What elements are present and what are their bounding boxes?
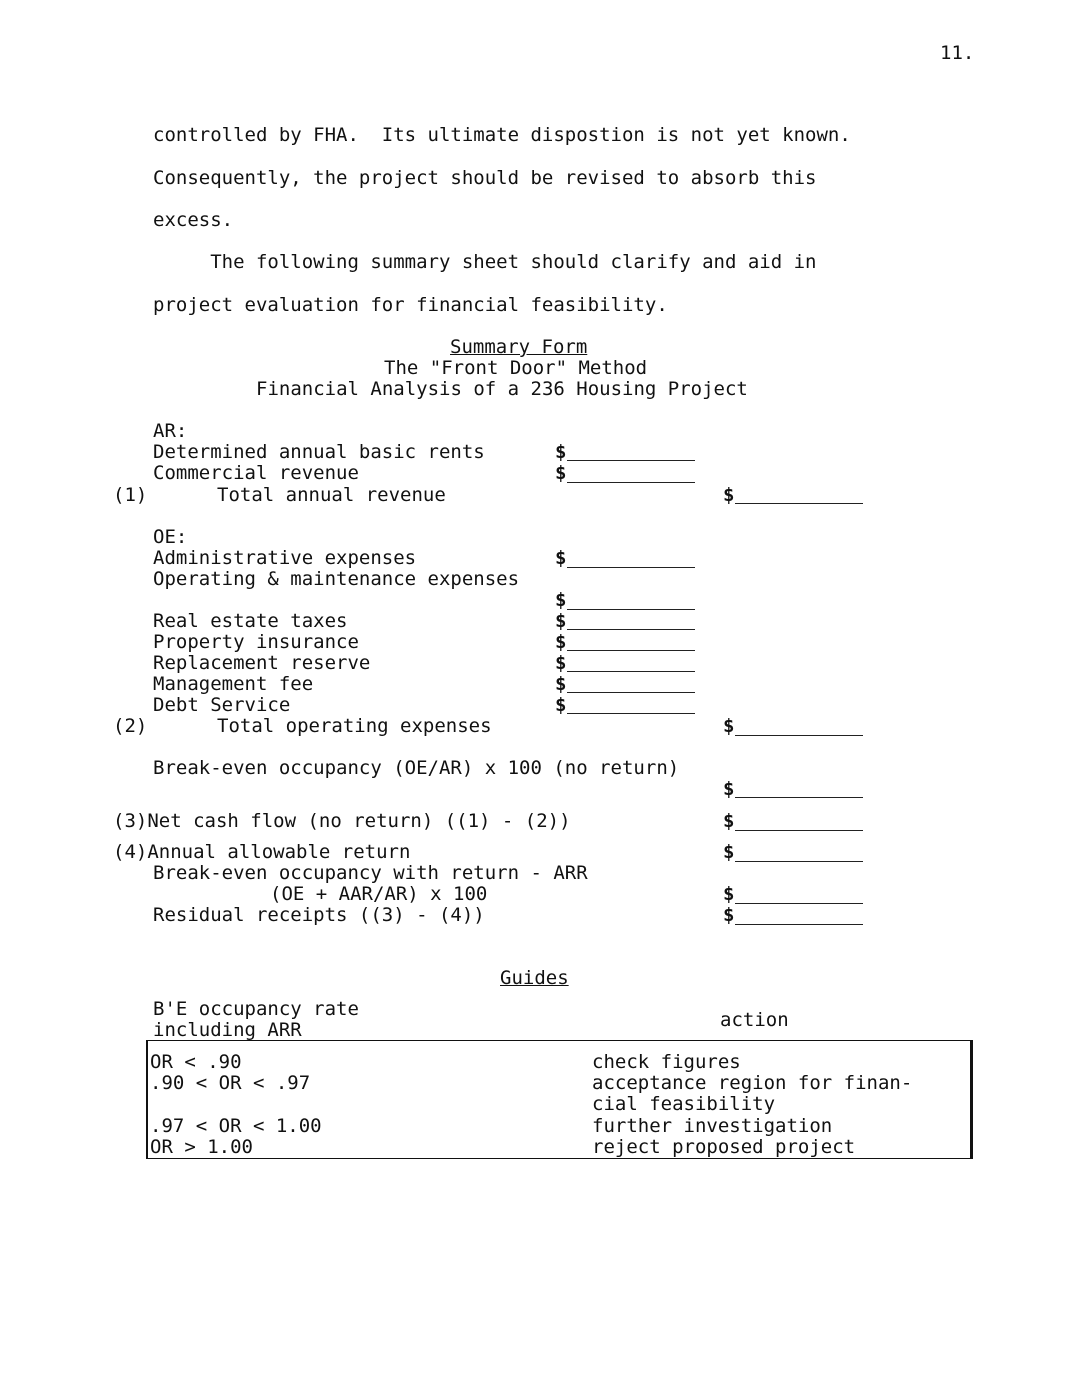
oe-heading: OE: xyxy=(153,526,188,548)
blank-management xyxy=(567,692,695,693)
oe-item-management: Management fee xyxy=(153,673,314,695)
dollar-sign: $ xyxy=(555,652,567,674)
dollar-sign: $ xyxy=(555,547,567,569)
blank-replacement xyxy=(567,671,695,672)
blank-rents xyxy=(567,460,695,461)
blank-net-cash-flow xyxy=(735,830,863,831)
page-number: 11. xyxy=(940,42,975,64)
ar-item-commercial: Commercial revenue xyxy=(153,462,359,484)
body-line-5: project evaluation for financial feasibility. xyxy=(153,294,668,316)
guides-col1-line1: B'E occupancy rate xyxy=(153,998,359,1020)
guides-title: Guides xyxy=(500,967,569,989)
dollar-sign: $ xyxy=(555,610,567,632)
ar-total-number: (1) xyxy=(113,484,148,506)
ar-total-label: Total annual revenue xyxy=(217,484,446,506)
form-subtitle-1: The "Front Door" Method xyxy=(384,357,648,379)
dollar-sign: $ xyxy=(723,778,735,800)
blank-taxes xyxy=(567,629,695,630)
guide-row-1-rate: OR < .90 xyxy=(150,1051,242,1073)
annual-allowable-return: (4)Annual allowable return xyxy=(113,841,411,863)
breakeven-no-return: Break-even occupancy (OE/AR) x 100 (no return) xyxy=(153,757,680,779)
blank-breakeven-with-return xyxy=(735,903,863,904)
oe-operating: Operating & maintenance expenses xyxy=(153,568,520,590)
blank-insurance xyxy=(567,650,695,651)
form-subtitle-2: Financial Analysis of a 236 Housing Project xyxy=(256,378,748,400)
net-cash-flow: (3)Net cash flow (no return) ((1) - (2)) xyxy=(113,810,571,832)
dollar-sign: $ xyxy=(555,462,567,484)
guide-row-2-action: acceptance region for finan- xyxy=(592,1072,913,1094)
blank-breakeven-no-return xyxy=(735,797,863,798)
breakeven-formula: (OE + AAR/AR) x 100 xyxy=(270,883,488,905)
blank-debt xyxy=(567,713,695,714)
oe-admin: Administrative expenses xyxy=(153,547,417,569)
form-title: Summary Form xyxy=(450,336,588,358)
guide-row-1-action: check figures xyxy=(592,1051,741,1073)
oe-item-insurance: Property insurance xyxy=(153,631,359,653)
guide-row-2-rate: .90 < OR < .97 xyxy=(150,1072,311,1094)
dollar-sign: $ xyxy=(555,694,567,716)
body-line-3: excess. xyxy=(153,209,234,231)
oe-total-label: Total operating expenses xyxy=(217,715,492,737)
guide-row-3-action: cial feasibility xyxy=(592,1093,776,1115)
guides-col2: action xyxy=(720,1009,789,1031)
dollar-sign: $ xyxy=(555,441,567,463)
blank-admin xyxy=(567,567,695,568)
blank-allowable-return xyxy=(735,861,863,862)
oe-total-number: (2) xyxy=(113,715,148,737)
dollar-sign: $ xyxy=(723,484,735,506)
oe-item-taxes: Real estate taxes xyxy=(153,610,348,632)
guide-row-5-rate: OR > 1.00 xyxy=(150,1136,253,1158)
guide-row-4-rate: .97 < OR < 1.00 xyxy=(150,1115,322,1137)
blank-total-revenue xyxy=(735,503,863,504)
body-line-1: controlled by FHA. Its ultimate dispostion is not yet known. xyxy=(153,124,851,146)
body-line-4: The following summary sheet should clarify and aid in xyxy=(153,251,817,273)
dollar-sign: $ xyxy=(723,715,735,737)
guide-row-4-action: further investigation xyxy=(592,1115,833,1137)
dollar-sign: $ xyxy=(555,631,567,653)
dollar-sign: $ xyxy=(723,883,735,905)
blank-total-expenses xyxy=(735,735,863,736)
dollar-sign: $ xyxy=(723,810,735,832)
body-line-2: Consequently, the project should be revised to absorb this xyxy=(153,167,817,189)
ar-heading: AR: xyxy=(153,420,188,442)
dollar-sign: $ xyxy=(723,904,735,926)
dollar-sign: $ xyxy=(723,841,735,863)
ar-item-rents: Determined annual basic rents xyxy=(153,441,485,463)
oe-item-replacement: Replacement reserve xyxy=(153,652,371,674)
guide-row-5-action: reject proposed project xyxy=(592,1136,856,1158)
residual-receipts: Residual receipts ((3) - (4)) xyxy=(153,904,485,926)
dollar-sign: $ xyxy=(555,673,567,695)
oe-item-debt: Debt Service xyxy=(153,694,291,716)
blank-commercial xyxy=(567,482,695,483)
blank-operating xyxy=(567,609,695,610)
breakeven-with-return: Break-even occupancy with return - ARR xyxy=(153,862,588,884)
dollar-sign: $ xyxy=(555,589,567,611)
blank-residual-receipts xyxy=(735,924,863,925)
guides-col1-line2: including ARR xyxy=(153,1019,302,1041)
